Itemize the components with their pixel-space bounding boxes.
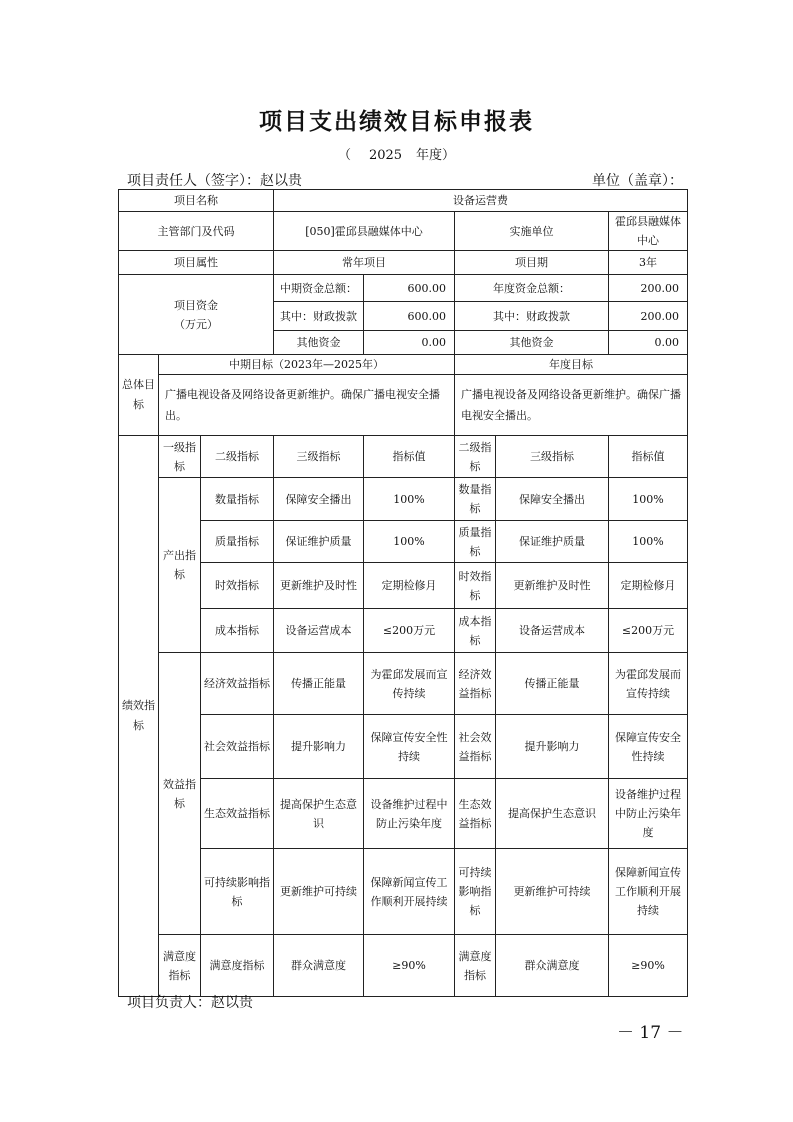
table-cell: 提升影响力: [274, 715, 364, 779]
table-cell: 满意度指标: [455, 935, 496, 997]
table-cell: 群众满意度: [496, 935, 609, 997]
unit-stamp: 单位（盖章）：: [592, 173, 683, 189]
table-cell: 可持续影响指标: [455, 849, 496, 935]
header-level3: 三级指标: [274, 436, 364, 478]
table-cell: 提高保护生态意识: [496, 779, 609, 849]
year-open: （: [337, 148, 351, 163]
table-cell: 可持续影响指标: [201, 849, 274, 935]
year-total-value: 200.00: [609, 275, 688, 302]
table-cell: 设备维护过程中防止污染年度: [609, 779, 688, 849]
table-cell: 社会效益指标: [201, 715, 274, 779]
table-cell: 更新维护及时性: [496, 563, 609, 609]
table-cell: 生态效益指标: [201, 779, 274, 849]
attr-label: 项目属性: [119, 251, 274, 275]
period-label: 项目期: [455, 251, 609, 275]
output-indicators-label: 产出指标: [159, 478, 201, 653]
year-other-value: 0.00: [609, 331, 688, 355]
dept-value: [050]霍邱县融媒体中心: [274, 212, 455, 251]
table-cell: 质量指标: [201, 521, 274, 563]
table-cell: 更新维护可持续: [496, 849, 609, 935]
table-cell: 经济效益指标: [455, 653, 496, 715]
table-cell: 社会效益指标: [455, 715, 496, 779]
year-fiscal-label: 其中：财政拨款: [455, 302, 609, 331]
funds-label: 项目资金: [174, 298, 218, 312]
period-value: 3年: [609, 251, 688, 275]
table-cell: 更新维护及时性: [274, 563, 364, 609]
table-cell: ≥90%: [609, 935, 688, 997]
overall-goal-label: 总体目标: [119, 355, 159, 436]
table-cell: 保障安全播出: [274, 478, 364, 521]
table-cell: 传播正能量: [274, 653, 364, 715]
table-cell: 100%: [609, 478, 688, 521]
year-close: 年度）: [416, 148, 456, 163]
table-cell: 提升影响力: [496, 715, 609, 779]
header-level2: 二级指标: [201, 436, 274, 478]
table-cell: 保障新闻宣传工作顺利开展持续: [609, 849, 688, 935]
header-level1: 一级指标: [159, 436, 201, 478]
mid-fiscal-value: 600.00: [364, 302, 455, 331]
table-cell: 100%: [364, 521, 455, 563]
project-name-label: 项目名称: [119, 190, 274, 212]
annual-goal-text: 广播电视设备及网络设备更新维护。确保广播电视安全播出。: [455, 375, 688, 436]
header-value-annual: 指标值: [609, 436, 688, 478]
table-cell: 生态效益指标: [455, 779, 496, 849]
impl-unit-label: 实施单位: [455, 212, 609, 251]
table-cell: 经济效益指标: [201, 653, 274, 715]
table-cell: ≥90%: [364, 935, 455, 997]
table-cell: 满意度指标: [201, 935, 274, 997]
annual-goal-label: 年度目标: [455, 355, 688, 375]
table-cell: 数量指标: [201, 478, 274, 521]
table-cell: 定期检修月: [364, 563, 455, 609]
year-other-label: 其他资金: [455, 331, 609, 355]
table-cell: 数量指标: [455, 478, 496, 521]
table-cell: 传播正能量: [496, 653, 609, 715]
satisfaction-indicators-label: 满意度指标: [159, 935, 201, 997]
performance-table: [118, 189, 688, 997]
impl-unit-value: 霍邱县融媒体中心: [609, 212, 688, 251]
table-cell: 更新维护可持续: [274, 849, 364, 935]
table-cell: 100%: [609, 521, 688, 563]
table-cell: 设备运营成本: [496, 609, 609, 653]
mid-total-value: 600.00: [364, 275, 455, 302]
table-cell: 保障安全播出: [496, 478, 609, 521]
mid-other-label: 其他资金: [274, 331, 364, 355]
table-cell: 保障新闻宣传工作顺利开展持续: [364, 849, 455, 935]
table-cell: 定期检修月: [609, 563, 688, 609]
table-cell: 保证维护质量: [496, 521, 609, 563]
table-cell: 100%: [364, 478, 455, 521]
mid-goal-label: 中期目标（2023年—2025年）: [159, 355, 455, 375]
funds-label-cell: [119, 275, 274, 355]
table-cell: 设备运营成本: [274, 609, 364, 653]
table-cell: 保证维护质量: [274, 521, 364, 563]
page-title: 项目支出绩效目标申报表: [259, 108, 534, 135]
table-cell: 时效指标: [455, 563, 496, 609]
year-value: 2025: [368, 148, 403, 163]
year-fiscal-value: 200.00: [609, 302, 688, 331]
header-level3-annual: 三级指标: [496, 436, 609, 478]
table-cell: 保障宣传安全性持续: [364, 715, 455, 779]
header-level2-annual: 二级指标: [455, 436, 496, 478]
dept-label: 主管部门及代码: [119, 212, 274, 251]
benefit-indicators-label: 效益指标: [159, 653, 201, 935]
funds-unit: （万元）: [174, 317, 218, 331]
table-cell: 质量指标: [455, 521, 496, 563]
table-cell: 为霍邱发展而宣传持续: [364, 653, 455, 715]
table-cell: 成本指标: [455, 609, 496, 653]
table-cell: 群众满意度: [274, 935, 364, 997]
project-name: 设备运营费: [274, 190, 688, 212]
table-cell: ≤200万元: [609, 609, 688, 653]
mid-total-label: 中期资金总额：: [274, 275, 364, 302]
attr-value: 常年项目: [274, 251, 455, 275]
responsible-signature: 项目责任人（签字）：赵以贵: [127, 173, 302, 189]
mid-other-value: 0.00: [364, 331, 455, 355]
header-value: 指标值: [364, 436, 455, 478]
mid-fiscal-label: 其中：财政拨款: [274, 302, 364, 331]
table-cell: 保障宣传安全性持续: [609, 715, 688, 779]
table-cell: 提高保护生态意识: [274, 779, 364, 849]
page-number: － 17 －: [617, 1023, 684, 1043]
table-cell: 成本指标: [201, 609, 274, 653]
project-leader: 项目负责人：赵以贵: [127, 995, 253, 1011]
table-cell: 设备维护过程中防止污染年度: [364, 779, 455, 849]
mid-goal-text: 广播电视设备及网络设备更新维护。确保广播电视安全播出。: [159, 375, 455, 436]
table-cell: 为霍邱发展而宣传持续: [609, 653, 688, 715]
year-total-label: 年度资金总额：: [455, 275, 609, 302]
year-line: [0, 144, 793, 163]
table-cell: 时效指标: [201, 563, 274, 609]
indicators-section-label: 绩效指标: [119, 436, 159, 997]
table-cell: ≤200万元: [364, 609, 455, 653]
